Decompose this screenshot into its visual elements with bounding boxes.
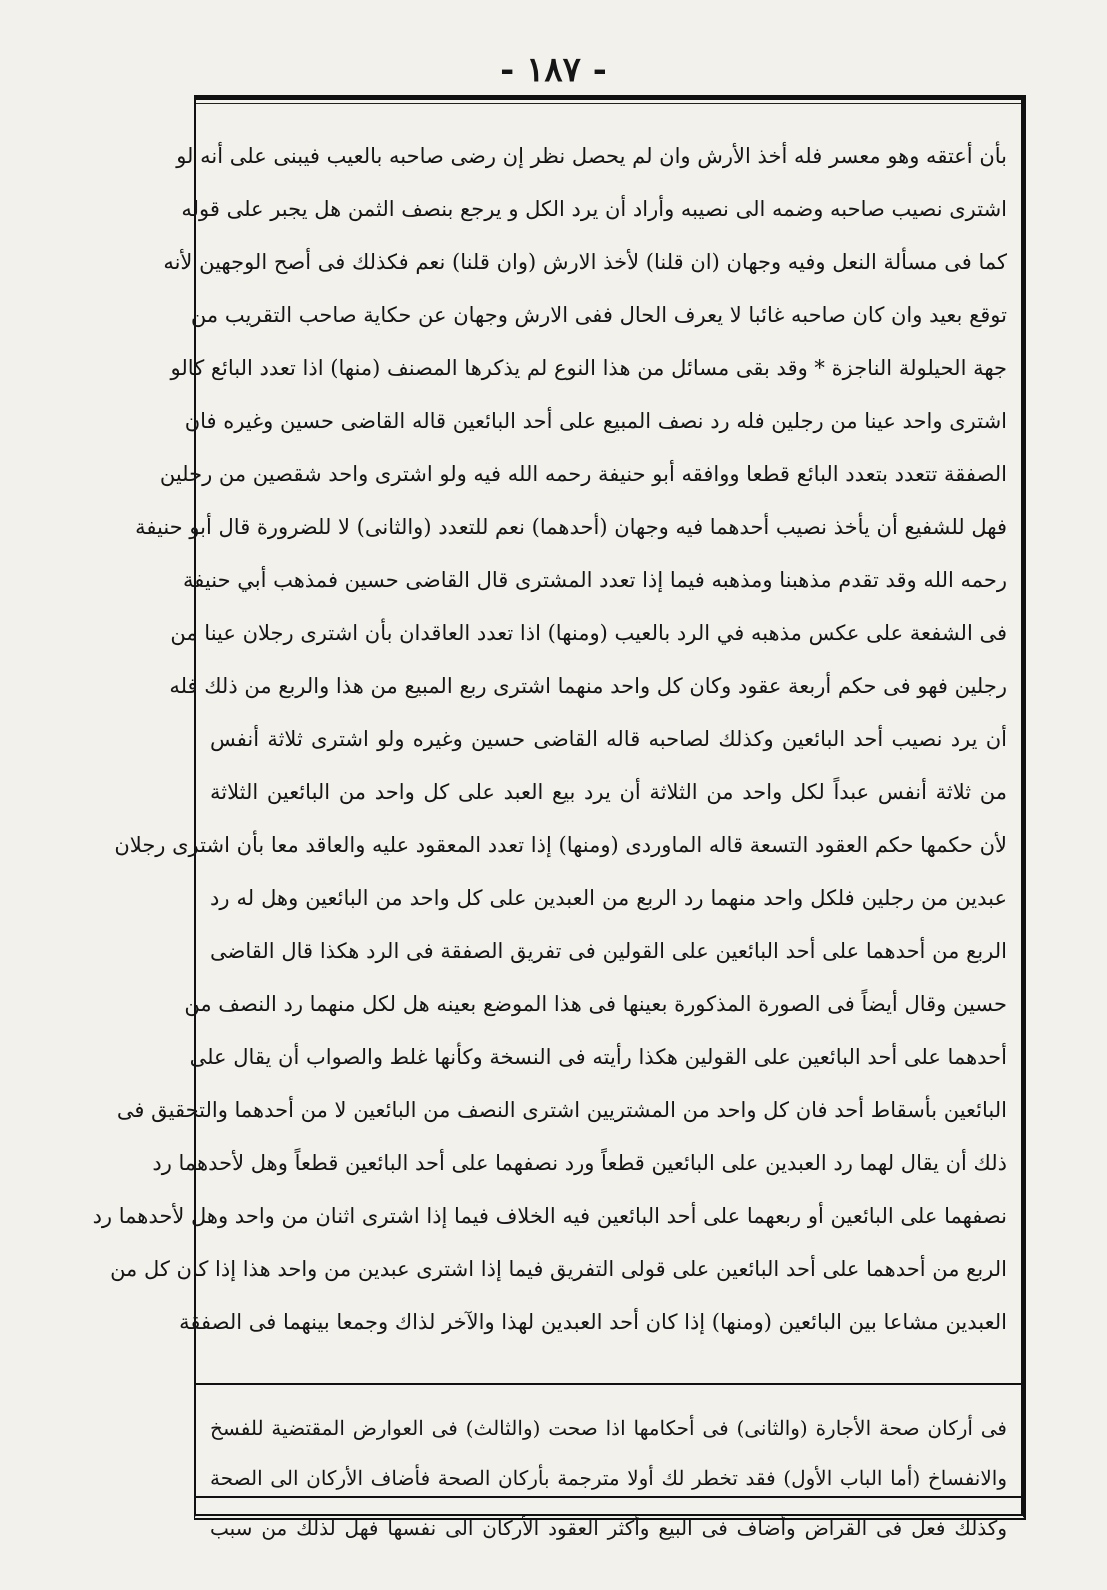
text-line: اشترى واحد عينا من رجلين فله رد نصف المبيع على أحد البائعين قاله القاضى حسين وغيره فان	[184, 409, 1007, 433]
text-line: حسين وقال أيضاً فى الصورة المذكورة بعينها فى هذا الموضع بعينه هل لكل منهما رد النصف من	[184, 992, 1007, 1016]
text-line: كما فى مسألة النعل وفيه وجهان (ان قلنا) لأخذ الارش (وان قلنا) نعم فكذلك فى أصح الوجهين لأنه	[163, 250, 1007, 274]
footnote-line: فى أركان صحة الأجارة (والثانى) فى أحكامها اذا صحت (والثالث) فى العوارض المقتضية للفسخ	[210, 1416, 1007, 1440]
section-divider	[196, 1383, 1021, 1385]
text-line: رحمه الله وقد تقدم مذهبنا ومذهبه فيما إذا تعدد المشترى قال القاضى حسين فمذهب أبي حنيفة	[183, 568, 1007, 592]
main-text	[92, 130, 1007, 1349]
text-line: العبدين مشاعا بين البائعين (ومنها) إذا كان أحد العبدين لهذا والآخر لذاك وجمعا بينهما فى الصفقة	[179, 1310, 1007, 1334]
text-line: أن يرد نصيب أحد البائعين وكذلك لصاحبه قاله القاضى حسين وغيره ولو اشترى ثلاثة أنفس	[210, 727, 1007, 751]
text-line: لأن حكمها حكم العقود التسعة قاله الماوردى (ومنها) إذا تعدد المعقود عليه والعاقد معا بأن اشترى رجلان	[114, 833, 1007, 857]
text-line: اشترى نصيب صاحبه وضمه الى نصيبه وأراد أن يرد الكل و يرجع بنصف الثمن هل يجبر على قوله	[181, 197, 1007, 221]
text-line: ذلك أن يقال لهما رد العبدين على البائعين قطعاً ورد نصفهما على أحد البائعين قطعاً وهل لأحدهما رد	[152, 1151, 1007, 1175]
text-line: البائعين بأسقاط أحد فان كل واحد من المشتريين اشترى النصف من البائعين لا من أحدهما والتحقيق فى	[116, 1098, 1007, 1122]
bottom-rule	[196, 1496, 1021, 1498]
page-frame	[92, 95, 1026, 1540]
text-line: توقع بعيد وان كان صاحبه غائبا لا يعرف الحال ففى الارش وجهان عن حكاية صاحب التقريب من	[190, 303, 1007, 327]
text-line: أحدهما على أحد البائعين على القولين هكذا رأيته فى النسخة وكأنها غلط والصواب أن يقال على	[189, 1045, 1007, 1069]
text-line: من ثلاثة أنفس عبداً لكل واحد من الثلاثة أن يرد بيع العبد على كل واحد من البائعين الثلاثة	[210, 780, 1007, 804]
text-line: الصفقة تتعدد بتعدد البائع قطعا ووافقه أبو حنيفة رحمه الله فيه ولو اشترى واحد شقصين من رجلين	[159, 462, 1007, 486]
page-number: - ١٨٧ -	[500, 50, 607, 90]
text-line: الربع من أحدهما على أحد البائعين على قولى التفريق فيما إذا اشترى عبدين من واحد هذا إذا كان كل من	[110, 1257, 1007, 1281]
text-line: رجلين فهو فى حكم أربعة عقود وكان كل واحد منهما اشترى ربع المبيع من هذا والربع من ذلك فله	[169, 674, 1007, 698]
footnote-line: والانفساخ (أما الباب الأول) فقد تخطر لك أولا مترجمة بأركان الصحة فأضاف الأركان الى الصحة	[210, 1466, 1007, 1490]
text-line: جهة الحيلولة الناجزة * وقد بقى مسائل من هذا النوع لم يذكرها المصنف (منها) اذا تعدد البائع كالو	[170, 356, 1007, 380]
text-line: نصفهما على البائعين أو ربعهما على أحد البائعين فيه الخلاف فيما إذا اشترى اثنان من واحد وهل لأحدهما رد	[92, 1204, 1007, 1228]
text-line: فى الشفعة على عكس مذهبه في الرد بالعيب (ومنها) اذا تعدد العاقدان بأن اشترى رجلان عينا من	[170, 621, 1007, 645]
footnote-text	[210, 1403, 1007, 1553]
text-line: عبدين من رجلين فلكل واحد منهما رد الربع من العبدين على كل واحد من البائعين وهل له رد	[210, 886, 1007, 910]
text-line: بأن أعتقه وهو معسر فله أخذ الأرش وان لم يحصل نظر إن رضى صاحبه بالعيب فيبنى على أنه لو	[176, 144, 1007, 168]
text-line: فهل للشفيع أن يأخذ نصيب أحدهما فيه وجهان (أحدهما) نعم للتعدد (والثانى) لا للضرورة قال أبو حنيفة	[135, 515, 1007, 539]
text-line: الربع من أحدهما على أحد البائعين على القولين فى تفريق الصفقة فى الرد هكذا قال القاضى	[210, 939, 1007, 963]
footnote-line: وكذلك فعل فى القراض وأضاف فى البيع وأكثر العقود الأركان الى نفسها فهل لذلك من سبب	[210, 1516, 1007, 1540]
